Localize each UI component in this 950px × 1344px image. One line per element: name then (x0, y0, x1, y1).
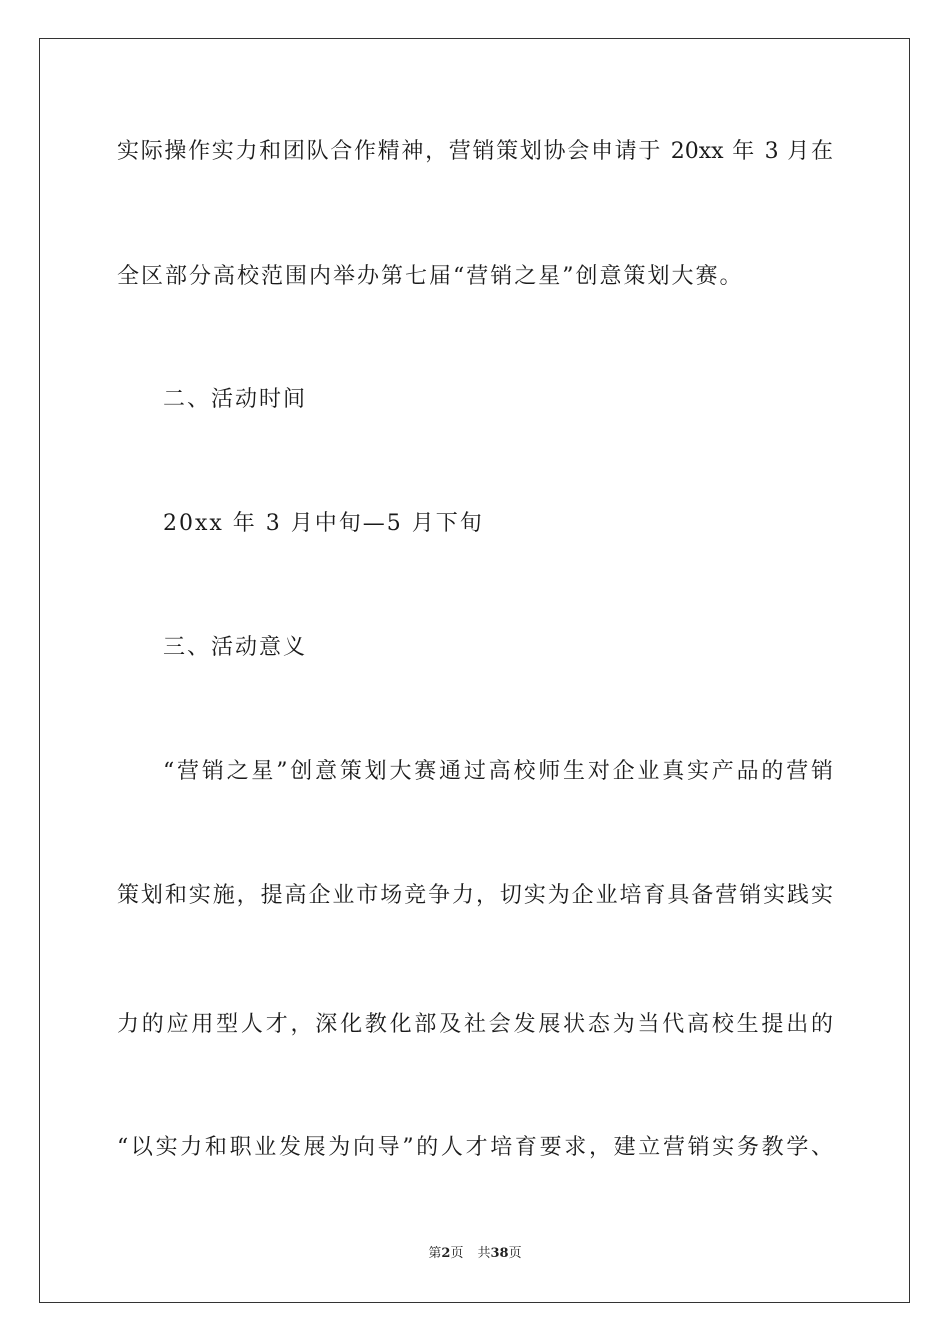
paragraph-line: 力的应用型人才，深化教化部及社会发展状态为当代高校生提出的 (117, 1012, 833, 1037)
footer-total-suffix: 页 (508, 1246, 522, 1261)
paragraph-line: 策划和实施，提高企业市场竞争力，切实为企业培育具备营销实践实 (117, 883, 833, 908)
activity-time-text: 20xx 年 3 月中旬—5 月下旬 (163, 511, 484, 536)
page-border (39, 38, 910, 1303)
page-footer (0, 1245, 950, 1263)
paragraph-line: 全区部分高校范围内举办第七届“营销之星”创意策划大赛。 (117, 264, 744, 289)
section-heading-meaning: 三、活动意义 (163, 635, 308, 660)
paragraph-line: 实际操作实力和团队合作精神，营销策划协会申请于 20xx 年 3 月在 (117, 139, 833, 164)
section-heading-time: 二、活动时间 (163, 387, 308, 412)
footer-total-prefix: 共 (477, 1246, 491, 1261)
footer-page-number: 2 (441, 1246, 451, 1261)
paragraph-line: “营销之星”创意策划大赛通过高校师生对企业真实产品的营销 (163, 759, 833, 784)
footer-page-prefix: 第 (428, 1246, 442, 1261)
footer-total-pages: 38 (490, 1246, 509, 1261)
paragraph-line: “以实力和职业发展为向导”的人才培育要求，建立营销实务教学、 (117, 1135, 833, 1160)
footer-page-suffix: 页 (450, 1246, 464, 1261)
